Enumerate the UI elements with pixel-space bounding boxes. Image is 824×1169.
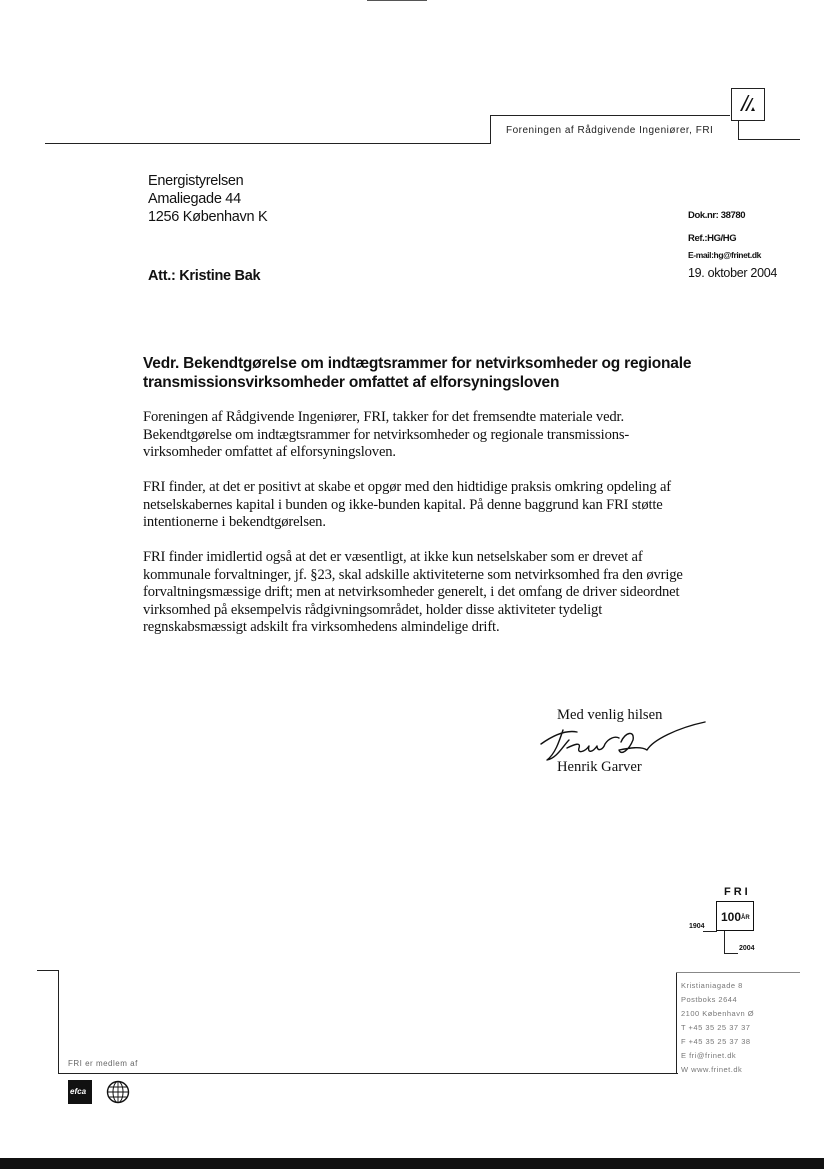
letterhead-rule-top xyxy=(490,115,730,116)
letterhead-rule-right xyxy=(738,139,800,140)
footer-rule-v xyxy=(58,970,59,1073)
scan-bottom-border xyxy=(0,1158,824,1169)
recipient-city: 1256 København K xyxy=(148,209,268,225)
footer-rule-top-left xyxy=(37,970,58,971)
contact-phone: T +45 35 25 37 37 xyxy=(681,1023,751,1032)
contact-web: W www.frinet.dk xyxy=(681,1065,743,1074)
anniversary-label: FRI xyxy=(724,886,751,898)
closing-greeting: Med venlig hilsen xyxy=(557,707,663,723)
reference: Ref.:HG/HG xyxy=(688,233,737,244)
footer-rule-contact-v xyxy=(676,972,677,1073)
anniversary-start-year: 1904 xyxy=(689,923,705,930)
anniversary-unit: ÅR xyxy=(741,915,750,921)
signer-name: Henrik Garver xyxy=(557,759,642,775)
body-paragraph-1: Foreningen af Rådgivende Ingeniører, FRI, takker for det fremsendte materiale vedr. Bekendtgørelse om indtægtsrammer for netvirksomheder og regionale transmissions-virksomheder omfattet af elforsyningsloven. xyxy=(143,409,630,460)
anniversary-rule-bottom xyxy=(724,953,738,954)
email: E-mail:hg@frinet.dk xyxy=(688,250,761,260)
contact-postbox: Postboks 2644 xyxy=(681,995,738,1004)
doc-number: Dok.nr: 38780 xyxy=(688,210,746,221)
contact-city: 2100 København Ø xyxy=(681,1009,755,1018)
efca-logo-text: efca xyxy=(70,1087,87,1096)
contact-address: Kristianiagade 8 xyxy=(681,981,743,990)
body-paragraph-3: FRI finder imidlertid også at det er væsentligt, at ikke kun netselskaber som er drevet af kommunale forvaltninger, jf. §23, skal adskille aktiviteterne som netvirksomhed fra den øvrige forvaltningsmæssige drift; men at netvirksomheder generelt, i det omfang de driver sideordnet virksomhed på eksempelvis rådgivningsområdet, holder disse aktiviteter tydeligt regnskabsmæssigt adskilt fra virksomhedens almindelige drift. xyxy=(143,549,683,635)
recipient-street: Amaliegade 44 xyxy=(148,191,241,207)
letterhead-org-name: Foreningen af Rådgivende Ingeniører, FRI xyxy=(506,125,714,136)
contact-email: E fri@frinet.dk xyxy=(681,1051,737,1060)
letterhead-rule-right-v xyxy=(738,121,739,139)
letterhead-rule-bracket-v xyxy=(490,115,491,144)
body-paragraph-2: FRI finder, at det er positivt at skabe et opgør med den hidtidige praksis omkring opdeling af netselskabernes kapital i bunden og ikke-bunden kapital. På denne baggrund kan FRI støtte intentionerne i bekendtgørelsen. xyxy=(143,479,672,530)
recipient-attention: Att.: Kristine Bak xyxy=(148,268,261,284)
anniversary-box xyxy=(716,901,754,931)
letter-date: 19. oktober 2004 xyxy=(688,266,778,280)
fidic-globe-icon xyxy=(106,1080,130,1104)
letterhead-rule-left xyxy=(45,143,490,144)
footer-rule-contact-top xyxy=(676,972,800,973)
member-of-label: FRI er medlem af xyxy=(68,1059,138,1068)
subject-line: Vedr. Bekendtgørelse om indtægtsrammer for netvirksomheder og regionale transmissionsvirksomheder omfattet af elforsyningsloven xyxy=(143,355,692,391)
efca-logo xyxy=(68,1080,92,1104)
fri-logo-icon xyxy=(732,89,764,119)
contact-fax: F +45 35 25 37 38 xyxy=(681,1037,751,1046)
footer-rule-bottom xyxy=(58,1073,678,1074)
recipient-name: Energistyrelsen xyxy=(148,173,244,189)
top-scan-line xyxy=(367,0,427,1)
anniversary-rule-v xyxy=(724,931,725,953)
fri-logo xyxy=(731,88,765,121)
anniversary-years: 100 xyxy=(721,910,742,924)
anniversary-end-year: 2004 xyxy=(739,945,755,952)
anniversary-rule-left xyxy=(703,931,717,932)
